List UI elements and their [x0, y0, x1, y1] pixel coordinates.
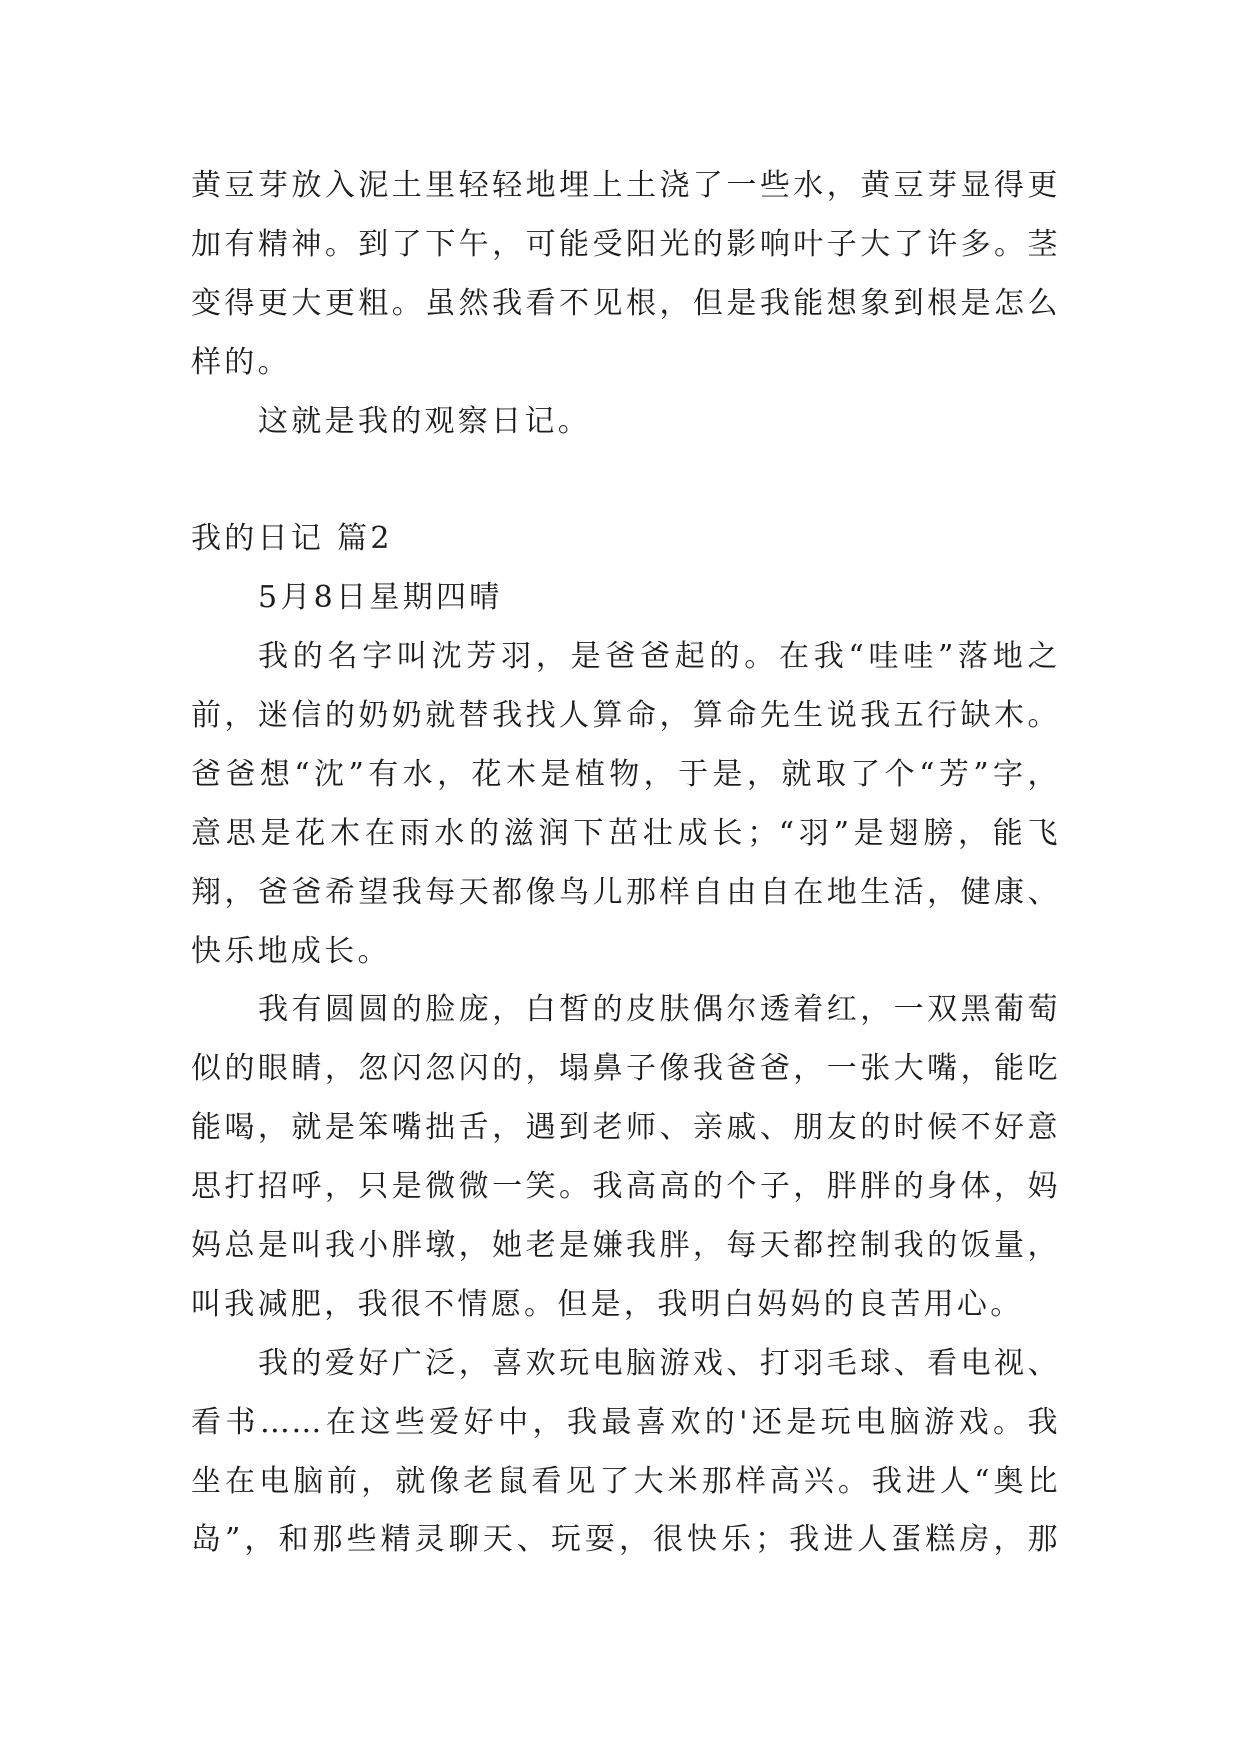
text-line: 思打招呼，只是微微一笑。我高高的个子，胖胖的身体，妈 [191, 1169, 1059, 1205]
text-line: 加有精神。到了下午，可能受阳光的影响叶子大了许多。茎 [191, 226, 1059, 262]
text-line: 看书……在这些爱好中，我最喜欢的'还是玩电脑游戏。我 [191, 1404, 1059, 1440]
paragraph-closing [191, 393, 1059, 452]
text-line: 变得更大更粗。虽然我看不见根，但是我能想象到根是怎么 [191, 285, 1059, 321]
text-line: 前，迷信的奶奶就替我找人算命，算命先生说我五行缺木。 [191, 698, 1059, 734]
text-line: 叫我减肥，我很不情愿。但是，我明白妈妈的良苦用心。 [191, 1286, 1024, 1322]
text-line: 我的爱好广泛，喜欢玩电脑游戏、打羽毛球、看电视、 [258, 1345, 1059, 1381]
text-line: 能喝，就是笨嘴拙舌，遇到老师、亲戚、朋友的时候不好意 [191, 1110, 1059, 1146]
text-line: 我有圆圆的脸庞，白皙的皮肤偶尔透着红，一双黑葡萄 [258, 992, 1059, 1028]
text-line: 样的。 [191, 344, 291, 380]
paragraph [191, 1335, 1059, 1571]
text-line: 这就是我的观察日记。 [258, 403, 591, 439]
text-line: 翔，爸爸希望我每天都像鸟儿那样自由自在地生活，健康、 [191, 874, 1059, 910]
text-line: 快乐地成长。 [191, 933, 391, 969]
date-line: 5月8日星期四晴 [258, 580, 503, 616]
paragraph-continued [191, 157, 1059, 393]
text-line: 黄豆芽放入泥土里轻轻地埋上土浇了一些水，黄豆芽显得更 [191, 168, 1059, 203]
paragraph [191, 981, 1059, 1334]
document-body [191, 157, 1059, 1570]
text-line: 妈总是叫我小胖墩，她老是嫌我胖，每天都控制我的饭量， [191, 1228, 1059, 1264]
text-line: 坐在电脑前，就像老鼠看见了大米那样高兴。我进人“奥比 [191, 1463, 1059, 1499]
text-line: 意思是花木在雨水的滋润下茁壮成长；“羽”是翅膀，能飞 [191, 815, 1059, 851]
text-line: 爸爸想“沈”有水，花木是植物，于是，就取了个“芳”字， [191, 756, 1059, 792]
blank-line [191, 451, 1059, 510]
text-line: 岛”，和那些精灵聊天、玩耍，很快乐；我进人蛋糕房，那 [191, 1522, 1059, 1558]
paragraph [191, 628, 1059, 981]
text-line: 似的眼睛，忽闪忽闪的，塌鼻子像我爸爸，一张大嘴，能吃 [191, 1051, 1059, 1087]
text-line: 我的名字叫沈芳羽，是爸爸起的。在我“哇哇”落地之 [258, 639, 1059, 675]
section-heading: 我的日记 篇2 [191, 521, 393, 557]
